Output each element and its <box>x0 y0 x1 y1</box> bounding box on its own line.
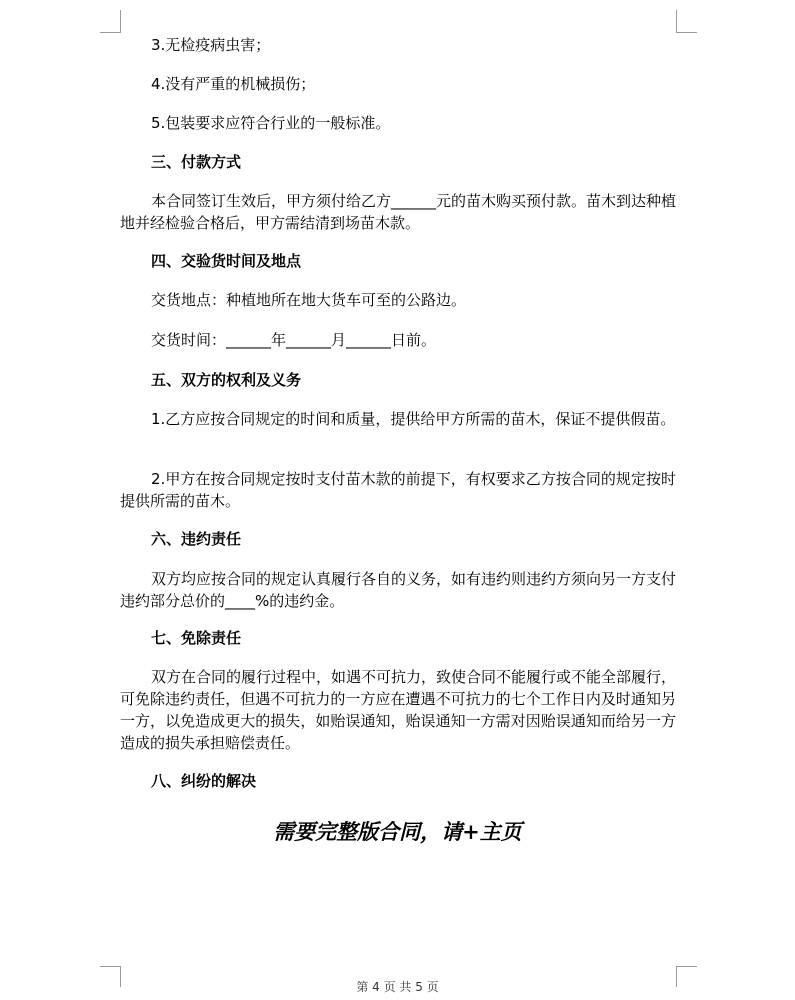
paragraph-delivery-time: 交货时间：______年______月______日前。 <box>151 331 437 349</box>
paragraph-rights-2: 2.甲方在按合同规定按时支付苗木款的前提下，有权要求乙方按合同的规定按时提供所需的苗木。 <box>120 470 676 510</box>
corner-mark-top-right <box>676 10 697 33</box>
promo-banner: 需要完整版合同，请+主页 <box>273 819 522 844</box>
paragraph-payment: 本合同签订生效后，甲方须付给乙方______元的苗木购买预付款。苗木到达种植地并经检验合格后，甲方需结清到场苗木款。 <box>120 192 677 232</box>
list-item-4: 4.没有严重的机械损伤； <box>151 75 316 93</box>
section-heading-dispute: 八、纠纷的解决 <box>151 772 257 790</box>
corner-mark-top-left <box>100 10 121 33</box>
paragraph-rights-1: 1.乙方应按合同规定的时间和质量，提供给甲方所需的苗木，保证不提供假苗。 <box>151 410 676 428</box>
section-heading-rights: 五、双方的权利及义务 <box>151 371 302 389</box>
section-heading-payment: 三、付款方式 <box>151 153 242 171</box>
section-heading-delivery: 四、交验货时间及地点 <box>151 252 302 270</box>
paragraph-delivery-place: 交货地点：种植地所在地大货车可至的公路边。 <box>151 291 467 309</box>
paragraph-exemption: 双方在合同的履行过程中，如遇不可抗力，致使合同不能履行或不能全部履行，可免除违约责任，但遇不可抗力的一方应在遭遇不可抗力的七个工作日内及时通知另一方，以免造成更大的损失，如贻误通知，贻误通知一方需对因贻误通知而给另一方造成的损失承担赔偿责任。 <box>120 668 677 752</box>
list-item-5: 5.包装要求应符合行业的一般标准。 <box>151 114 391 132</box>
section-heading-breach: 六、违约责任 <box>151 530 242 548</box>
section-heading-exemption: 七、免除责任 <box>151 629 242 647</box>
list-item-3: 3.无检疫病虫害； <box>151 36 271 54</box>
paragraph-breach: 双方均应按合同的规定认真履行各自的义务，如有违约则违约方须向另一方支付违约部分总价的____%的违约金。 <box>120 570 677 610</box>
page-number-footer: 第 4 页 共 5 页 <box>356 980 439 994</box>
